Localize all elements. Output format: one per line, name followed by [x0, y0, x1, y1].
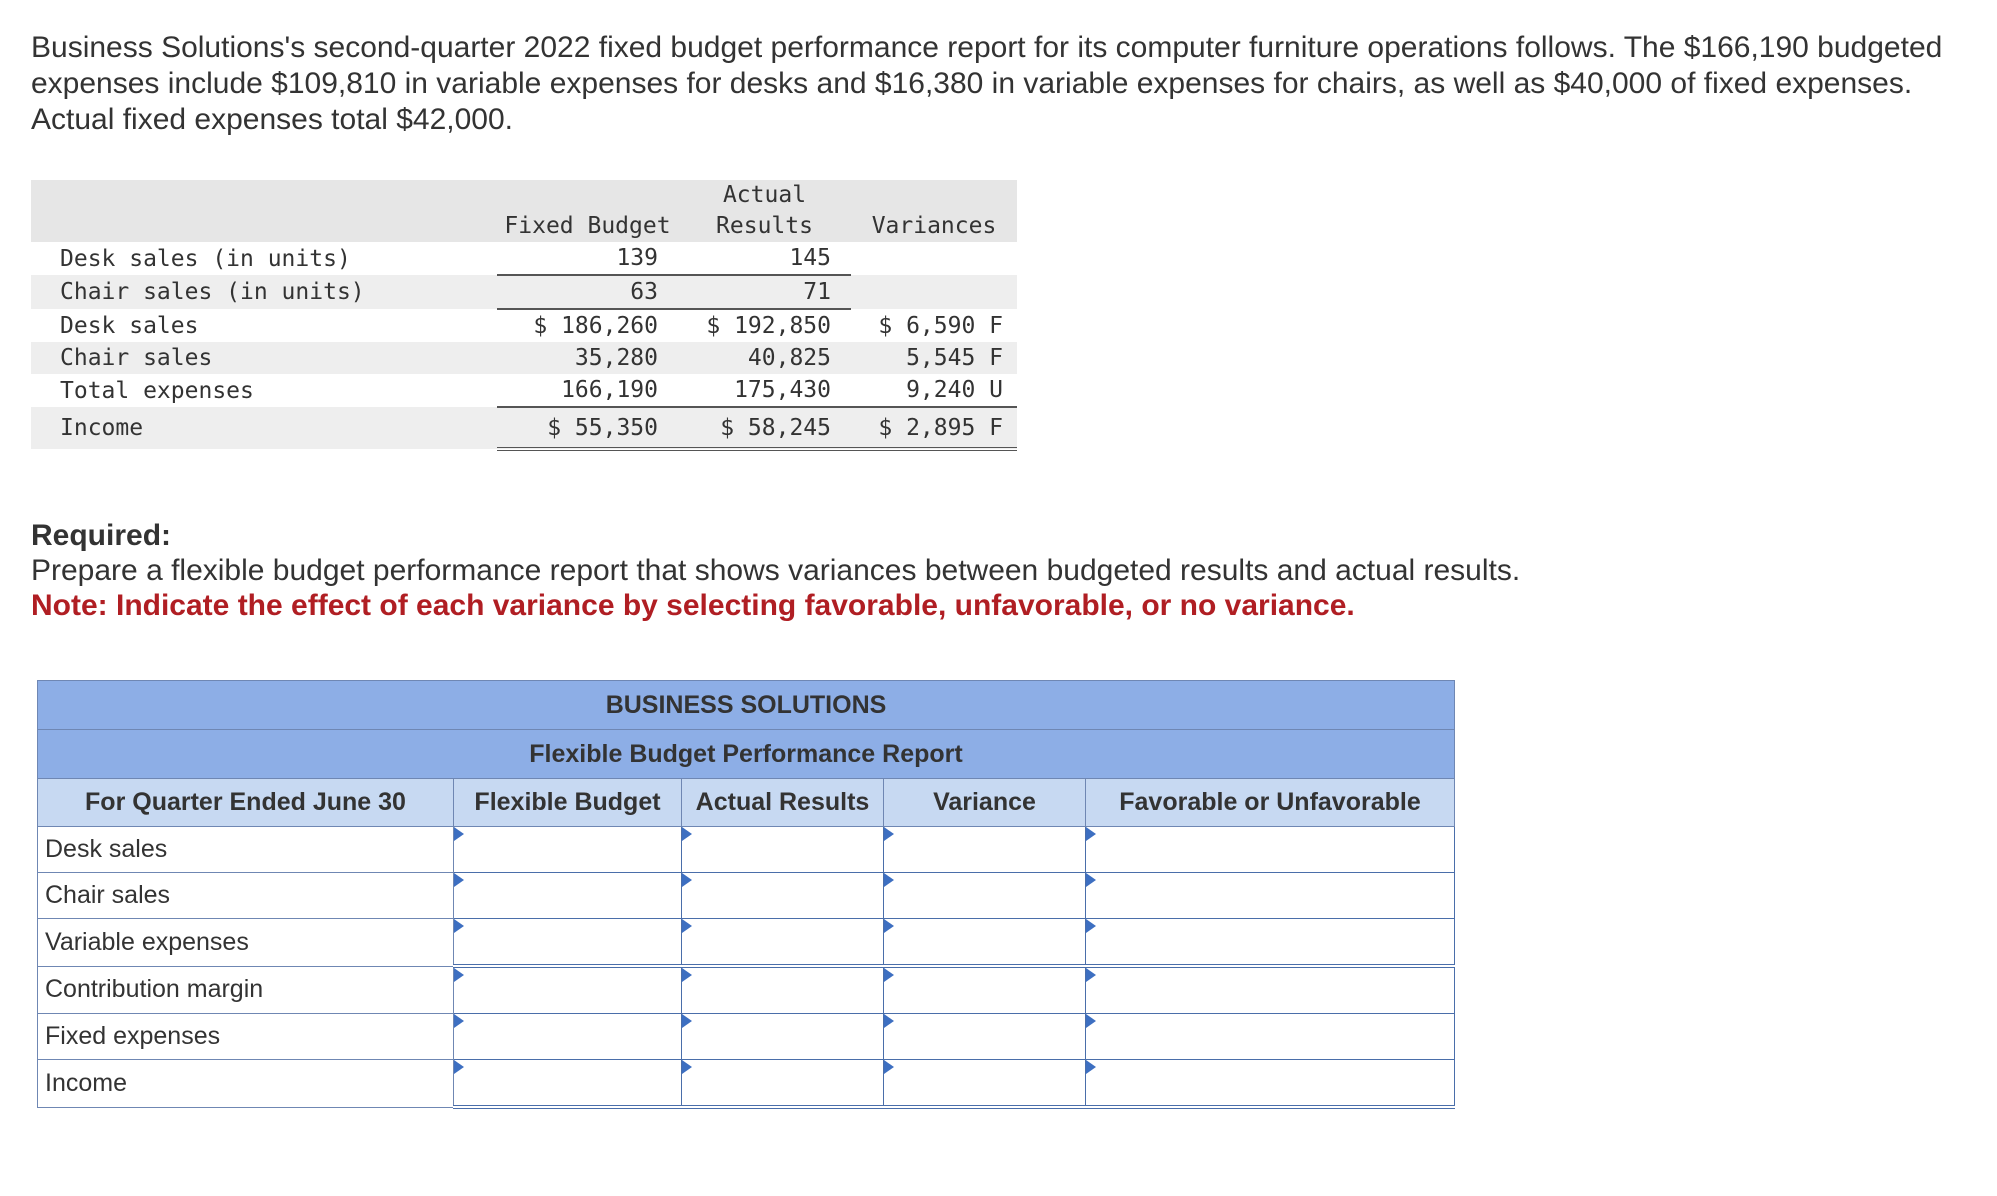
report-row-income — [38, 1060, 1455, 1108]
income-flexible-budget-input[interactable] — [454, 1061, 681, 1104]
desk-sales-favorable-select[interactable] — [1086, 828, 1454, 871]
report-row-desk-sales — [38, 827, 1455, 873]
variable-expenses-favorable-select[interactable] — [1086, 920, 1454, 963]
column-header-period: For Quarter Ended June 30 — [38, 779, 454, 827]
problem-intro: Business Solutions's second-quarter 2022 fixed budget performance report for its computer furniture operations follows. The $166,190 budgeted expenses include $109,810 in variable expenses for desks and $16,380 in variable expenses for chairs, as well as $40,000 of fixed expenses. Actual fixed expenses total $42,000. — [31, 31, 1943, 136]
report-title-row — [38, 730, 1455, 779]
fixed-expenses-variance-input[interactable] — [884, 1015, 1085, 1058]
flexible-budget-report-table — [37, 680, 1455, 1109]
chair-sales-variance-input[interactable] — [884, 874, 1085, 917]
variable-expenses-variance-input[interactable] — [884, 920, 1085, 963]
variable-expenses-flexible-budget-input[interactable] — [454, 920, 681, 963]
fixed-budget-report-table — [31, 180, 1017, 451]
row-label: Income — [38, 1060, 454, 1108]
fixed-expenses-flexible-budget-input[interactable] — [454, 1015, 681, 1058]
given-header-row — [31, 180, 1017, 242]
income-actual-results-input[interactable] — [682, 1061, 883, 1104]
required-heading: Required: — [31, 519, 172, 552]
contribution-margin-favorable-select[interactable] — [1086, 969, 1454, 1012]
report-company-row — [38, 681, 1455, 730]
given-row-chair-units: Chair sales (in units) 63 71 — [31, 275, 1017, 309]
desk-sales-variance-input[interactable] — [884, 828, 1085, 871]
desk-sales-flexible-budget-input[interactable] — [454, 828, 681, 871]
report-title: Flexible Budget Performance Report — [38, 730, 1455, 779]
report-row-fixed-expenses — [38, 1014, 1455, 1060]
contribution-margin-variance-input[interactable] — [884, 969, 1085, 1012]
required-text: Prepare a flexible budget performance report that shows variances between budgeted results and actual results. — [31, 554, 1521, 587]
report-company: BUSINESS SOLUTIONS — [38, 681, 1455, 730]
given-row-desk-units: Desk sales (in units) 139 145 — [31, 242, 1017, 275]
column-header-flexible-budget: Flexible Budget — [454, 779, 682, 827]
row-label: Variable expenses — [38, 919, 454, 967]
chair-sales-flexible-budget-input[interactable] — [454, 874, 681, 917]
row-label: Chair sales — [38, 873, 454, 919]
row-label: Fixed expenses — [38, 1014, 454, 1060]
column-header-actual-results: Actual Results — [682, 779, 884, 827]
report-row-chair-sales — [38, 873, 1455, 919]
report-row-variable-expenses — [38, 919, 1455, 967]
income-favorable-select[interactable] — [1086, 1061, 1454, 1104]
required-section — [31, 518, 1520, 623]
required-note: Note: Indicate the effect of each variance by selecting favorable, unfavorable, or no variance. — [31, 589, 1355, 622]
given-header-variances: Variances — [851, 180, 1017, 242]
contribution-margin-flexible-budget-input[interactable] — [454, 969, 681, 1012]
row-label: Contribution margin — [38, 966, 454, 1014]
given-row-total-expenses: Total expenses 166,190 175,430 9,240 U — [31, 374, 1017, 407]
given-header-actual-results: Actual Results — [678, 180, 851, 242]
contribution-margin-actual-results-input[interactable] — [682, 969, 883, 1012]
given-row-chair-sales: Chair sales 35,280 40,825 5,545 F — [31, 342, 1017, 374]
fixed-expenses-actual-results-input[interactable] — [682, 1015, 883, 1058]
report-row-contribution-margin — [38, 966, 1455, 1014]
income-variance-input[interactable] — [884, 1061, 1085, 1104]
column-header-variance: Variance — [884, 779, 1086, 827]
given-row-income: Income $ 55,350 $ 58,245 $ 2,895 F — [31, 407, 1017, 449]
column-header-favorable-unfavorable: Favorable or Unfavorable — [1086, 779, 1455, 827]
report-column-headers — [38, 779, 1455, 827]
given-row-desk-sales: Desk sales $ 186,260 $ 192,850 $ 6,590 F — [60, 312, 1003, 339]
given-header-fixed-budget: Fixed Budget — [497, 180, 678, 242]
variable-expenses-actual-results-input[interactable] — [682, 920, 883, 963]
fixed-expenses-favorable-select[interactable] — [1086, 1015, 1454, 1058]
desk-sales-actual-results-input[interactable] — [682, 828, 883, 871]
chair-sales-actual-results-input[interactable] — [682, 874, 883, 917]
chair-sales-favorable-select[interactable] — [1086, 874, 1454, 917]
row-label: Desk sales — [38, 827, 454, 873]
